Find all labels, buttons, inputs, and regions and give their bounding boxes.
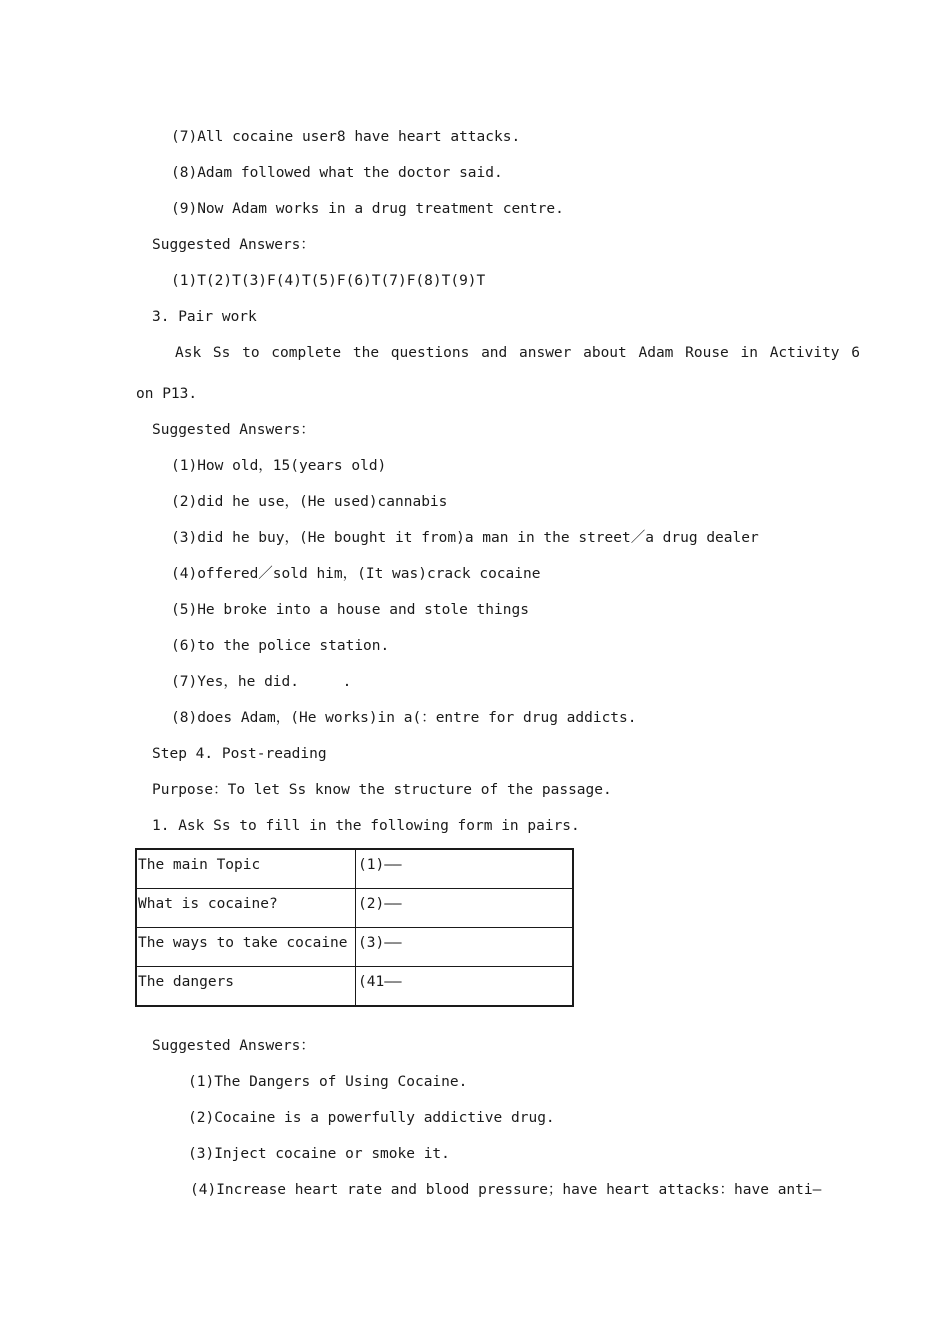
pair-answer: (4)offered／sold him，(It was)crack cocaine: [171, 566, 541, 582]
suggested-answers-label: Suggested Answers：: [152, 237, 315, 253]
true-false-answers: (1)T(2)T(3)F(4)T(5)F(6)T(7)F(8)T(9)T: [171, 273, 486, 289]
structure-form-table: [135, 848, 574, 1007]
form-answer: (1)The Dangers of Using Cocaine.: [188, 1074, 468, 1090]
form-label-cell: The main Topic: [136, 849, 356, 889]
statement-8: (8)Adam followed what the doctor said.: [171, 165, 503, 181]
statement-9: (9)Now Adam works in a drug treatment centre.: [171, 201, 564, 217]
task-instruction: 1. Ask Ss to fill in the following form in pairs.: [152, 818, 580, 834]
form-label-cell: What is cocaine?: [136, 889, 356, 928]
form-blank-cell: (41——: [356, 967, 574, 1007]
pair-work-heading: 3. Pair work: [152, 309, 257, 325]
pair-work-instruction-cont: on P13.: [136, 386, 198, 402]
pair-answer: (7)Yes，he did. .: [171, 674, 352, 690]
form-answer: (4)Increase heart rate and blood pressure；have heart attacks：have anti—: [190, 1182, 822, 1198]
pair-answer: (8)does Adam，(He works)in a(：entre for drug addicts.: [171, 710, 637, 726]
purpose-text: Purpose：To let Ss know the structure of the passage.: [152, 782, 612, 798]
pair-answer: (6)to the police station.: [171, 638, 390, 654]
form-answer: (2)Cocaine is a powerfully addictive drug.: [188, 1110, 555, 1126]
statement-7: (7)All cocaine user8 have heart attacks.: [171, 129, 521, 145]
table-row: [136, 967, 573, 1007]
table-row: [136, 889, 573, 928]
pair-answer: (2)did he use，(He used)cannabis: [171, 494, 448, 510]
form-blank-cell: (3)——: [356, 928, 574, 967]
step-heading: Step 4. Post-reading: [152, 746, 327, 762]
suggested-answers-label: Suggested Answers：: [152, 1038, 315, 1054]
table-row: [136, 849, 573, 889]
form-blank-cell: (1)——: [356, 849, 574, 889]
form-label-cell: The ways to take cocaine: [136, 928, 356, 967]
table-row: [136, 928, 573, 967]
suggested-answers-label: Suggested Answers：: [152, 422, 315, 438]
form-blank-cell: (2)——: [356, 889, 574, 928]
form-answer: (3)Inject cocaine or smoke it.: [188, 1146, 450, 1162]
pair-work-instruction: Ask Ss to complete the questions and answer about Adam Rouse in Activity 6: [175, 345, 861, 361]
form-label-cell: The dangers: [136, 967, 356, 1007]
pair-answer: (3)did he buy，(He bought it from)a man in the street／a drug dealer: [171, 530, 759, 546]
pair-answer: (5)He broke into a house and stole things: [171, 602, 529, 618]
pair-answer: (1)How old，15(years old): [171, 458, 387, 474]
